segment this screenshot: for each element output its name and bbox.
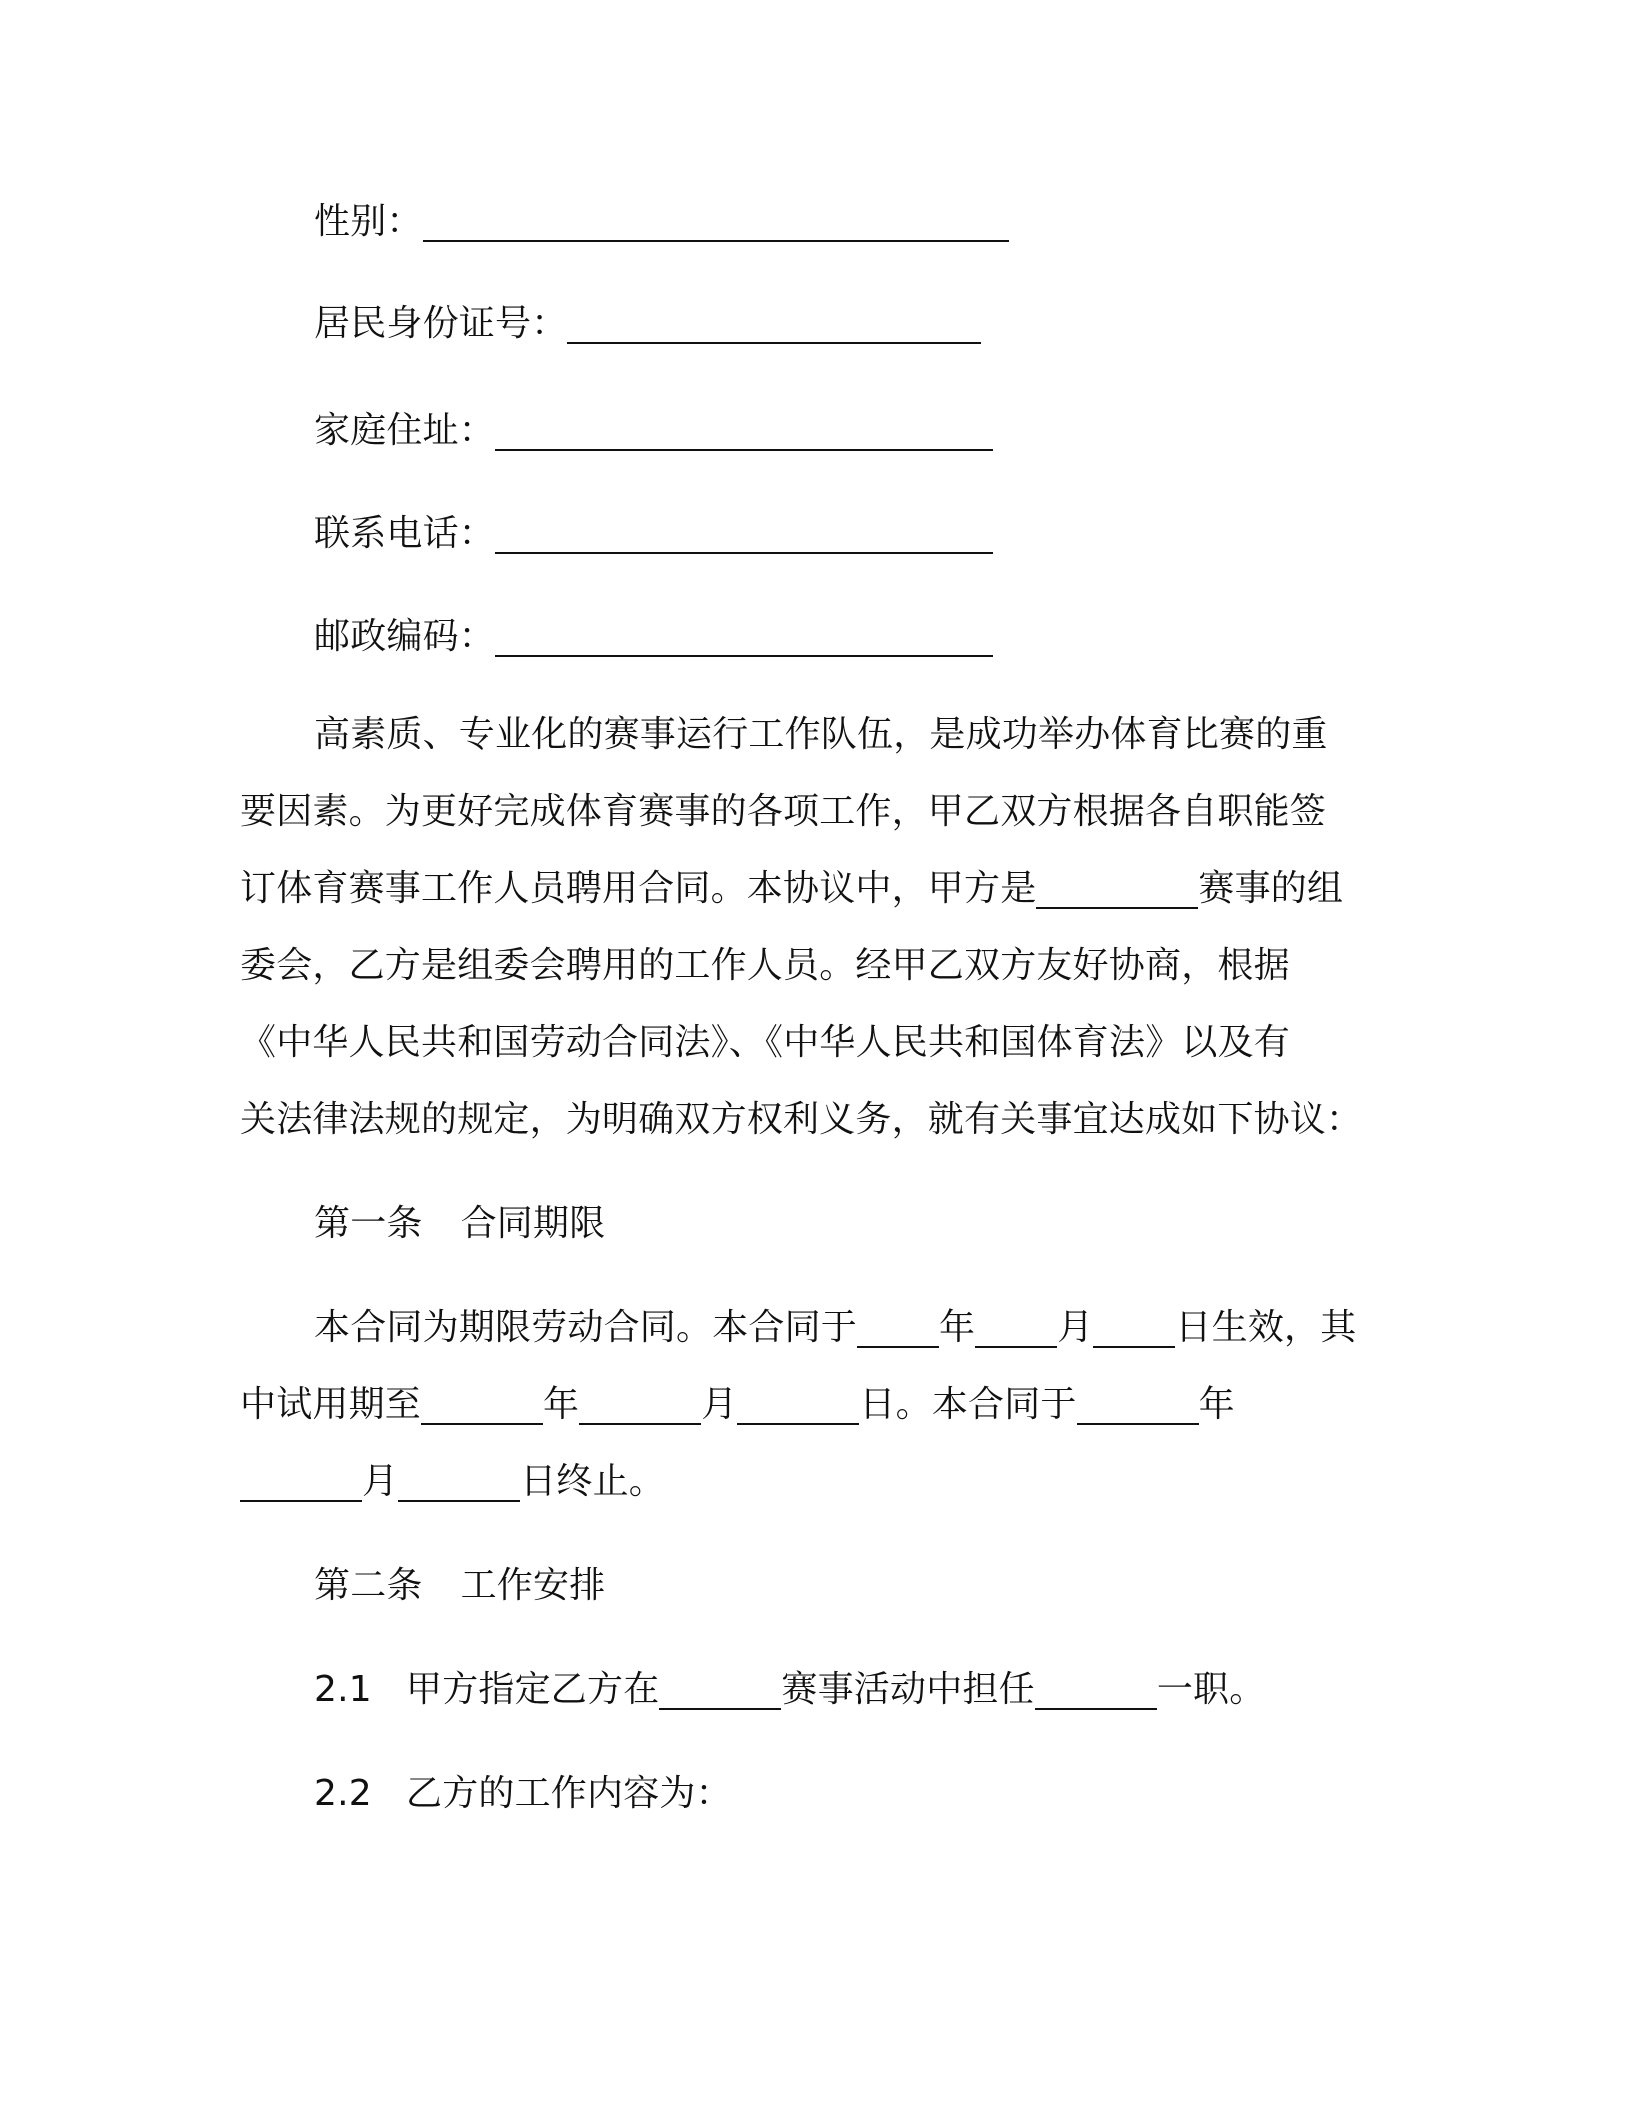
probation-year-blank[interactable] — [421, 1377, 543, 1425]
item-2-1-number: 2.1 — [314, 1669, 372, 1710]
postal-code-blank[interactable] — [495, 609, 993, 657]
id-number-field-row — [314, 300, 981, 348]
intro-line-3 — [240, 865, 1343, 913]
item-2-1-middle: 赛事活动中担任 — [781, 1669, 1035, 1710]
end-month-label: 月 — [362, 1461, 399, 1502]
start-month-blank[interactable] — [975, 1300, 1057, 1348]
end-year-label: 年 — [1198, 1384, 1235, 1425]
start-day-effect-text: 日生效，其 — [1175, 1307, 1357, 1348]
article-1-number: 第一条 — [314, 1203, 423, 1244]
phone-blank[interactable] — [495, 506, 993, 554]
event-activity-blank[interactable] — [659, 1662, 781, 1710]
id-number-label: 居民身份证号： — [314, 303, 568, 344]
article-2-number: 第二条 — [314, 1565, 423, 1606]
end-month-blank[interactable] — [240, 1454, 362, 1502]
end-day-blank[interactable] — [398, 1454, 520, 1502]
intro-line-1: 高素质、专业化的赛事运行工作队伍，是成功举办体育比赛的重 — [314, 714, 1328, 755]
article-2-item-1 — [314, 1666, 1265, 1714]
postal-code-label: 邮政编码： — [314, 616, 496, 657]
article-1-title: 合同期限 — [460, 1203, 606, 1244]
start-day-blank[interactable] — [1093, 1300, 1175, 1348]
gender-label: 性别： — [314, 201, 423, 242]
gender-blank[interactable] — [423, 194, 1009, 242]
intro-line-3-after: 赛事的组 — [1198, 868, 1344, 909]
probation-month-label: 月 — [701, 1384, 738, 1425]
item-2-1-before: 甲方指定乙方在 — [406, 1669, 660, 1710]
intro-line-3-before: 订体育赛事工作人员聘用合同。本协议中，甲方是 — [240, 868, 1037, 909]
start-month-label: 月 — [1057, 1307, 1094, 1348]
probation-text: 中试用期至 — [240, 1384, 422, 1425]
phone-label: 联系电话： — [314, 513, 496, 554]
start-year-blank[interactable] — [857, 1300, 939, 1348]
intro-line-2: 要因素。为更好完成体育赛事的各项工作，甲乙双方根据各自职能签 — [240, 791, 1327, 832]
intro-line-5: 《中华人民共和国劳动合同法》、《中华人民共和国体育法》以及有 — [240, 1022, 1291, 1063]
address-blank[interactable] — [495, 403, 993, 451]
end-day-text: 日终止。 — [520, 1461, 666, 1502]
phone-field-row — [314, 510, 993, 558]
probation-month-blank[interactable] — [579, 1377, 701, 1425]
contract-start-text: 本合同为期限劳动合同。本合同于 — [314, 1307, 858, 1348]
item-2-2-text: 乙方的工作内容为： — [406, 1773, 732, 1814]
intro-line-6: 关法律法规的规定，为明确双方权利义务，就有关事宜达成如下协议： — [240, 1099, 1363, 1140]
contract-end-intro: 日。本合同于 — [859, 1384, 1077, 1425]
article-1-heading — [314, 1200, 605, 1248]
item-2-1-after: 一职。 — [1156, 1669, 1266, 1710]
address-field-row — [314, 407, 993, 455]
probation-year-label: 年 — [543, 1384, 580, 1425]
item-2-2-number: 2.2 — [314, 1773, 372, 1814]
end-year-blank[interactable] — [1077, 1377, 1199, 1425]
position-blank[interactable] — [1035, 1662, 1157, 1710]
postal-code-field-row — [314, 613, 993, 661]
id-number-blank[interactable] — [567, 296, 981, 344]
article-2-title: 工作安排 — [460, 1565, 606, 1606]
article-1-line-1 — [314, 1304, 1356, 1352]
gender-field-row — [314, 198, 1009, 246]
article-2-item-2 — [314, 1770, 732, 1818]
competition-name-blank[interactable] — [1036, 861, 1198, 909]
article-1-line-3 — [240, 1458, 665, 1506]
article-1-line-2 — [240, 1381, 1235, 1429]
probation-day-blank[interactable] — [737, 1377, 859, 1425]
address-label: 家庭住址： — [314, 410, 496, 451]
article-2-heading — [314, 1562, 605, 1610]
intro-line-4: 委会，乙方是组委会聘用的工作人员。经甲乙双方友好协商，根据 — [240, 945, 1290, 986]
start-year-label: 年 — [939, 1307, 976, 1348]
